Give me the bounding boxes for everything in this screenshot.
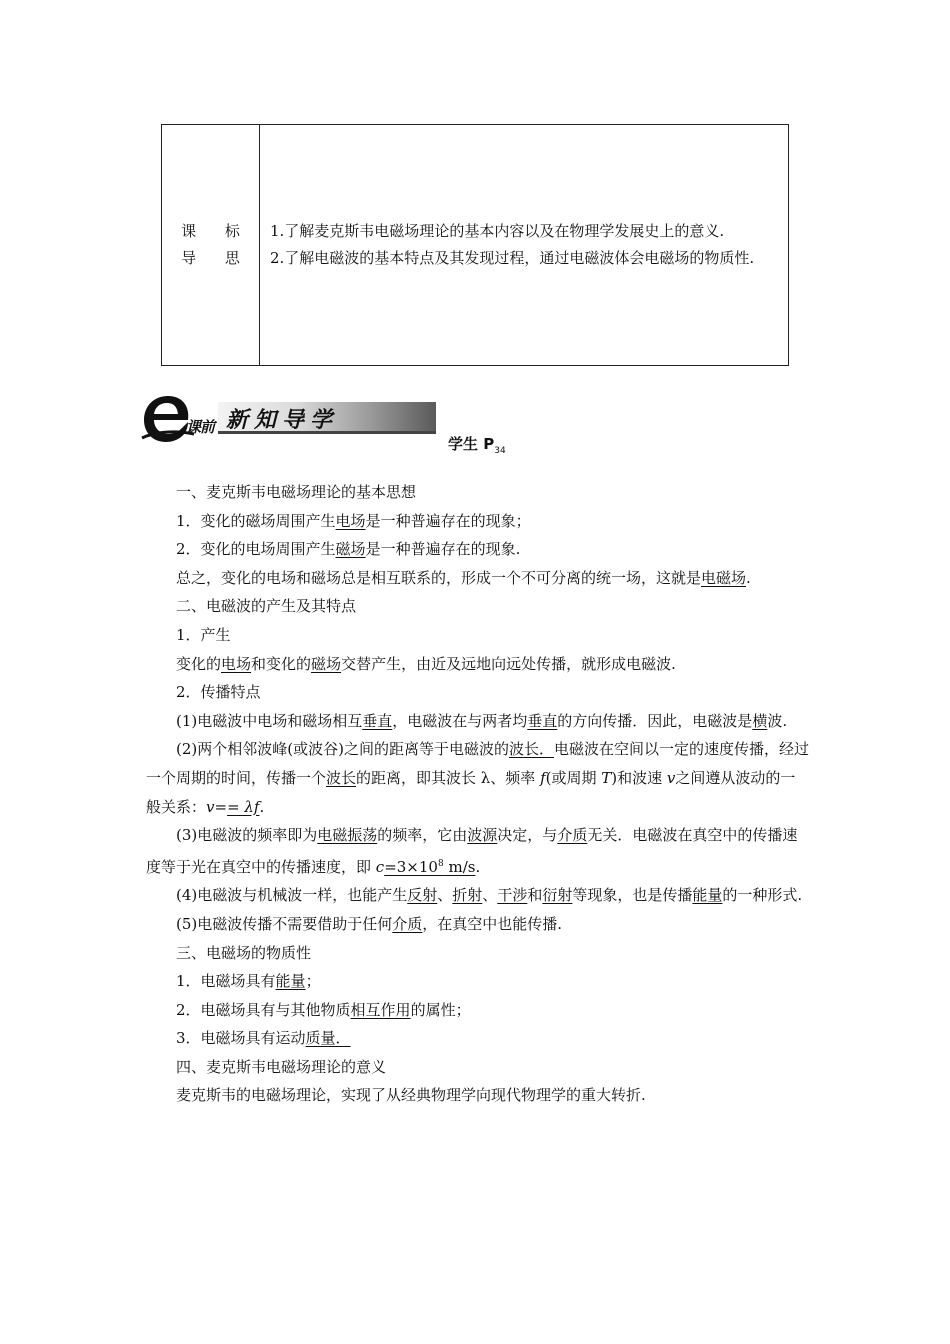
- goals-label-line2: 导 思: [181, 249, 252, 267]
- course-goals-table: [161, 124, 789, 366]
- goals-label-cell: [162, 125, 260, 365]
- section-banner: [140, 390, 520, 456]
- banner-title: 新知导学: [226, 407, 339, 433]
- sec2-point3: (3)电磁波的频率即为电磁振荡的频率，它由波源决定，与介质无关．电磁波在真空中的传播速度等于光在真空中的传播速度，即 $c=3\times 10^8$ m/s.: [146, 826, 798, 876]
- sec2-point1: (1)电磁波中电场和磁场相互垂直，电磁波在与两者均垂直的方向传播．因此，电磁波是横波.: [176, 711, 788, 730]
- sec2-point2: (2)两个相邻波峰(或波谷)之间的距离等于电磁波的波长．电磁波在空间以一定的速度传播，经过一个周期的时间，传播一个波长的距离，即其波长 λ、频率 f(或周期 T)和波速 v之间遵从波动的一般关系：v== λf.: [146, 740, 809, 816]
- sec3-heading: 三、电磁场的物质性: [176, 943, 312, 962]
- banner-prefix: 课前: [186, 418, 215, 436]
- sec2-point5: (5)电磁波传播不需要借助于任何介质，在真空中也能传播.: [176, 914, 563, 933]
- sec1-line2: 2．变化的电场周围产生磁场是一种普遍存在的现象.: [176, 540, 521, 559]
- main-content: [146, 478, 810, 1110]
- sec2-generation-title: 1．产生: [176, 625, 231, 644]
- sec2-propagation-title: 2．传播特点: [176, 683, 261, 702]
- goals-content-cell: [260, 125, 788, 365]
- sec2-generation-text: 变化的电场和变化的磁场交替产生，由近及远地向远处传播，就形成电磁波.: [176, 654, 676, 673]
- sec3-line3: 3．电磁场具有运动质量．: [176, 1029, 351, 1048]
- sec2-point4: (4)电磁波与机械波一样，也能产生反射、折射、干涉和衍射等现象，也是传播能量的一种形式.: [176, 886, 803, 905]
- goal-item-2: 2.了解电磁波的基本特点及其发现过程，通过电磁波体会电磁场的物质性.: [270, 249, 755, 267]
- goal-item-1: 1.了解麦克斯韦电磁场理论的基本内容以及在物理学发展史上的意义.: [270, 222, 725, 240]
- sec3-line2: 2．电磁场具有与其他物质相互作用的属性；: [176, 1000, 471, 1019]
- sec1-line1: 1．变化的磁场周围产生电场是一种普遍存在的现象；: [176, 511, 531, 530]
- sec1-summary: 总之，变化的电场和磁场总是相互联系的，形成一个不可分离的统一场，这就是电磁场.: [176, 568, 751, 587]
- sec3-line1: 1．电磁场具有能量；: [176, 972, 321, 991]
- sec2-heading: 二、电磁波的产生及其特点: [176, 597, 357, 616]
- sec1-heading: 一、麦克斯韦电磁场理论的基本思想: [176, 483, 417, 501]
- student-page-ref: 学生 $P_{34}$: [448, 435, 506, 456]
- sec4-text: 麦克斯韦的电磁场理论，实现了从经典物理学向现代物理学的重大转折.: [176, 1086, 646, 1105]
- goals-label-line1: 课 标: [181, 222, 252, 240]
- sec4-heading: 四、麦克斯韦电磁场理论的意义: [176, 1057, 387, 1076]
